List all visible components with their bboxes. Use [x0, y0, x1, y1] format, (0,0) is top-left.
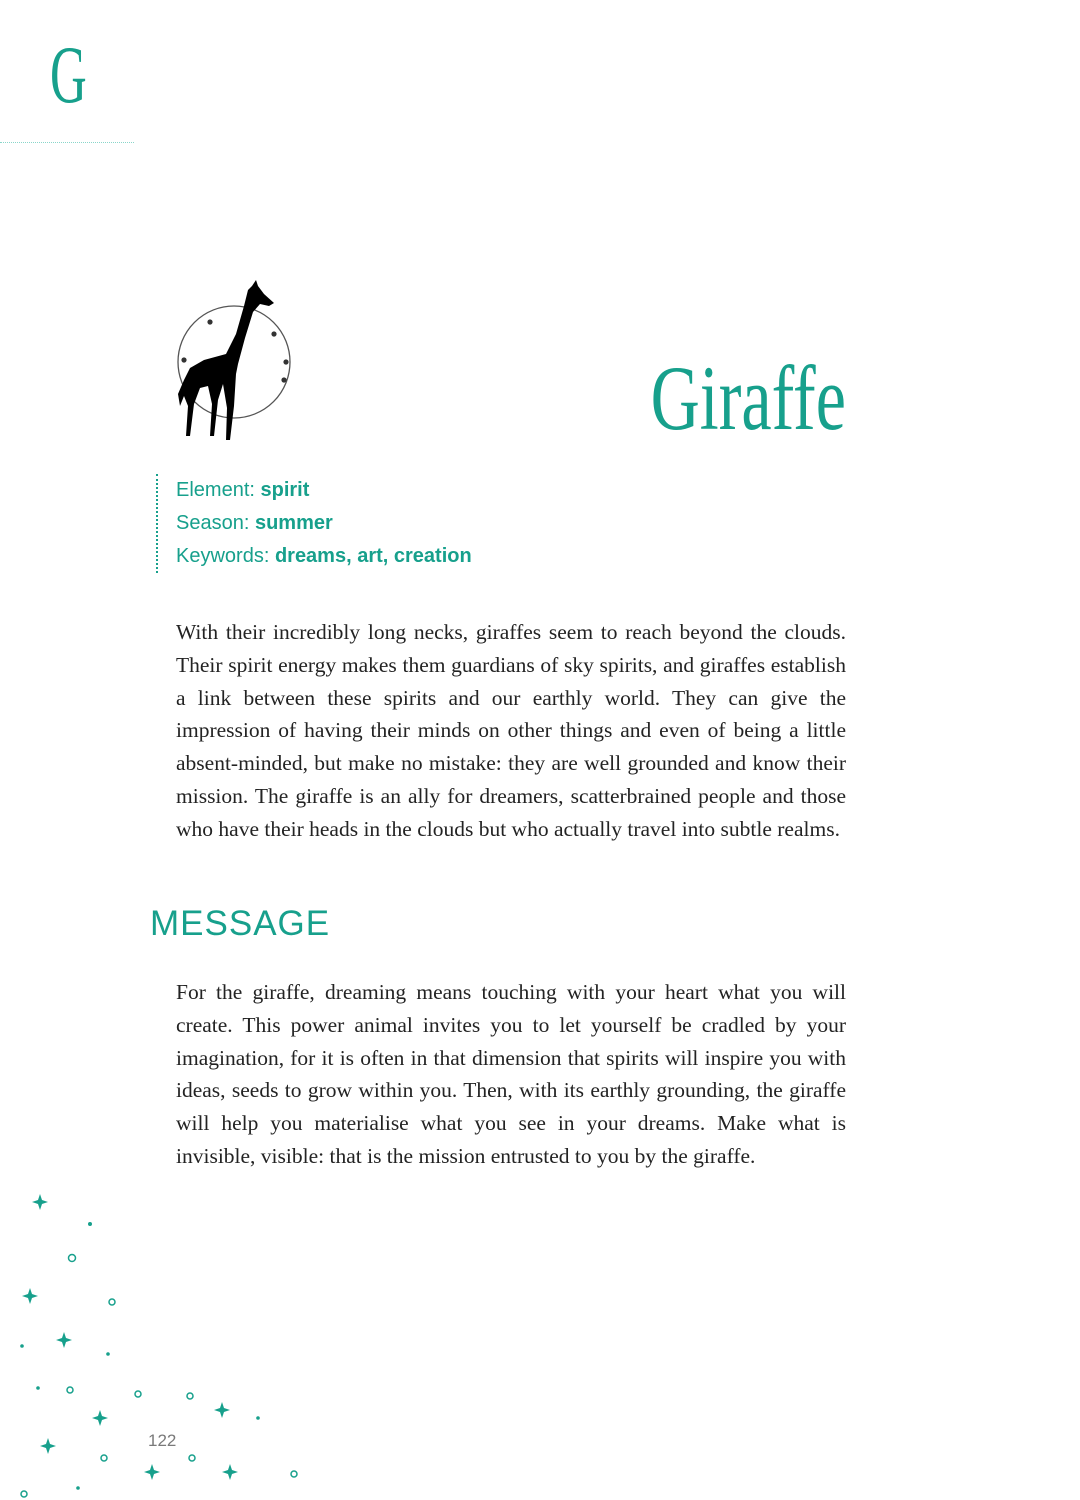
- intro-paragraph: With their incredibly long necks, giraffes seem to reach beyond the clouds. Their spirit energy makes them guardians of sky spirits, and giraffes establish a link between these spirits and our earthly world. They can give the impression of having their minds on other things and even of being a little absent-minded, but make no mistake: they are well grounded and know their mission. The giraffe is an ally for dreamers, scatterbrained people and those who have their heads in the clouds but who actually travel into subtle realms.: [176, 620, 846, 841]
- page-number: 122: [148, 1431, 177, 1450]
- sparkle-decoration: [0, 1180, 320, 1500]
- entry-title: Giraffe: [650, 347, 846, 449]
- entry-meta: [156, 474, 636, 573]
- meta-season-value: summer: [254, 512, 333, 534]
- message-paragraph: For the giraffe, dreaming means touching with your heart what you will create. This power animal invites you to let yourself be cradled by your imagination, for it is often in that dimension that spirits will inspire you with ideas, seeds to grow within you. Then, with its earthly grounding, the giraffe will help you materialise what you see in your dreams. Make what is invisible, visible: that is the mission entrusted to you by the giraffe.: [176, 980, 846, 1168]
- meta-keywords: [176, 540, 636, 573]
- message-heading: MESSAGE: [150, 904, 331, 943]
- section-letter: G: [50, 29, 87, 120]
- meta-element: [176, 474, 636, 507]
- meta-element-label: Element:: [176, 479, 255, 501]
- giraffe-silhouette-icon: [168, 276, 296, 448]
- meta-element-value: spirit: [260, 479, 310, 501]
- meta-keywords-label: Keywords:: [176, 545, 270, 567]
- meta-season-label: Season:: [176, 512, 250, 534]
- meta-season: [176, 507, 636, 540]
- meta-keywords-value: dreams, art, creation: [274, 545, 472, 567]
- section-divider: [0, 142, 134, 143]
